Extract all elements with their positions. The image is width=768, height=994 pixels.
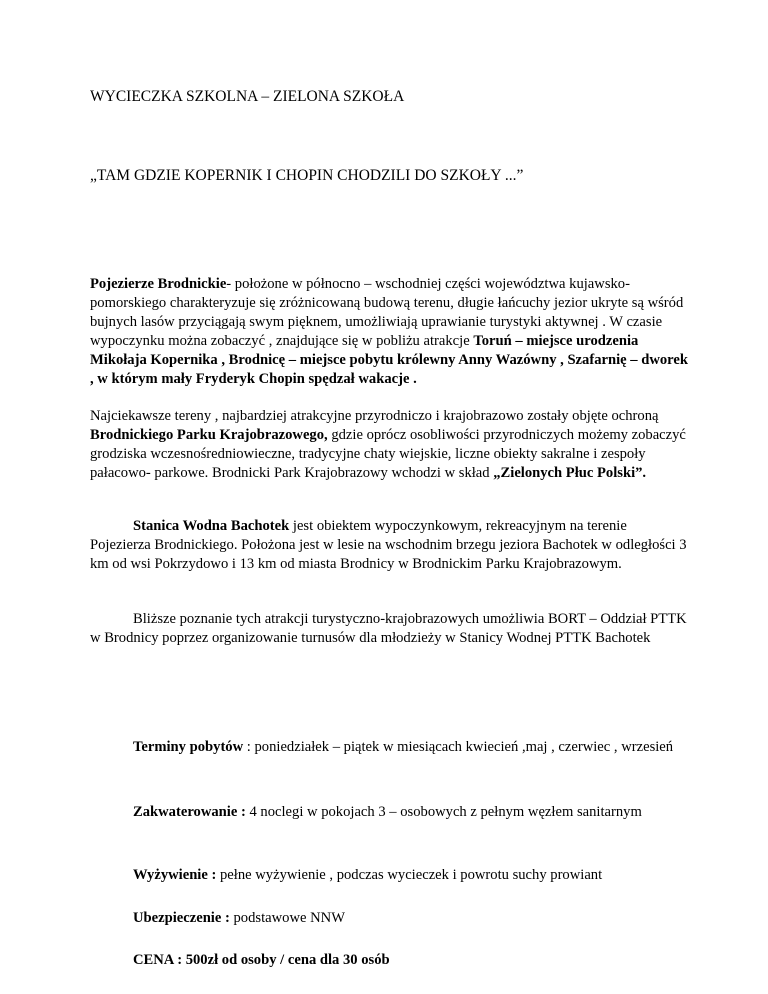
price-line-1-text: CENA : 500zł od osoby / cena dla 30 osób [133, 952, 390, 968]
paragraph-pojezierze [90, 275, 690, 389]
detail-accommodation [90, 803, 690, 822]
paragraph-stanica-bold-1: Stanica Wodna Bachotek [133, 518, 290, 534]
detail-insurance [133, 909, 345, 928]
detail-terms-value: : poniedziałek – piątek w miesiącach kwiecień ,maj , czerwiec , wrzesień [243, 739, 674, 755]
paragraph-pojezierze-bold-1: Pojezierze Brodnickie [90, 276, 227, 292]
document-subtitle: „TAM GDZIE KOPERNIK I CHOPIN CHODZILI DO SZKOŁY ...” [90, 167, 524, 184]
detail-food-value: pełne wyżywienie , podczas wycieczek i powrotu suchy prowiant [216, 867, 603, 883]
paragraph-pojezierze-bold-2: Toruń – miejsce urodzenia Mikołaja Kopernika , Brodnicę – miejsce pobytu królewny Anny Wazówny , Szafarnię – dworek , w którym mały Fryderyk Chopin spędzał wakacje . [90, 333, 688, 387]
price-line-1 [133, 951, 390, 970]
detail-terms-label: Terminy pobytów [133, 739, 244, 755]
detail-insurance-value: podstawowe NNW [229, 910, 345, 926]
paragraph-bort [90, 610, 690, 648]
paragraph-stanica [90, 517, 690, 574]
paragraph-park-text-2: gdzie oprócz osobliwości przyrodniczych możemy zobaczyć grodziska wczesnośredniowieczne, tradycyjne chaty wiejskie, liczne obiekty sakralne i zespoły pałacowo- parkowe. Brodnicki Park Krajobrazowy wchodzi w skład [90, 427, 686, 481]
paragraph-park-bold-2: „Zielonych Płuc Polski”. [493, 465, 647, 481]
detail-food-label: Wyżywienie : [133, 867, 217, 883]
document-title: WYCIECZKA SZKOLNA – ZIELONA SZKOŁA [90, 88, 405, 105]
paragraph-park-text-1: Najciekawsze tereny , najbardziej atrakcyjne przyrodniczo i krajobrazowo zostały objęte ochroną [90, 408, 659, 424]
detail-insurance-label: Ubezpieczenie : [133, 910, 230, 926]
paragraph-park [90, 407, 690, 483]
paragraph-park-bold-1: Brodnickiego Parku Krajobrazowego, [90, 427, 328, 443]
detail-terms [90, 738, 690, 757]
detail-accommodation-label: Zakwaterowanie : [133, 804, 246, 820]
paragraph-pojezierze-text-1: - położone w północno – wschodniej części województwa kujawsko-pomorskiego charakteryzuje się zróżnicowaną budową terenu, długie łańcuchy jezior ukryte są wśród bujnych lasów przyciągają swym pięknem, umożliwiają uprawianie turystyki aktywnej . W czasie wypoczynku można zobaczyć , znajdujące się w pobliżu atrakcje [90, 276, 684, 349]
detail-food [133, 866, 602, 885]
paragraph-stanica-text-1: jest obiektem wypoczynkowym, rekreacyjnym na terenie Pojezierza Brodnickiego. Położona jest w lesie na wschodnim brzegu jeziora Bachotek w odległości 3 km od wsi Pokrzydowo i 13 km od miasta Brodnicy w Brodnickim Parku Krajobrazowym. [90, 518, 687, 572]
detail-accommodation-value: 4 noclegi w pokojach 3 – osobowych z pełnym węzłem sanitarnym [245, 804, 642, 820]
paragraph-bort-text-1: Bliższe poznanie tych atrakcji turystyczno-krajobrazowych umożliwia BORT – Oddział PTTK w Brodnicy poprzez organizowanie turnusów dla młodzieży w Stanicy Wodnej PTTK Bachotek [90, 611, 687, 646]
